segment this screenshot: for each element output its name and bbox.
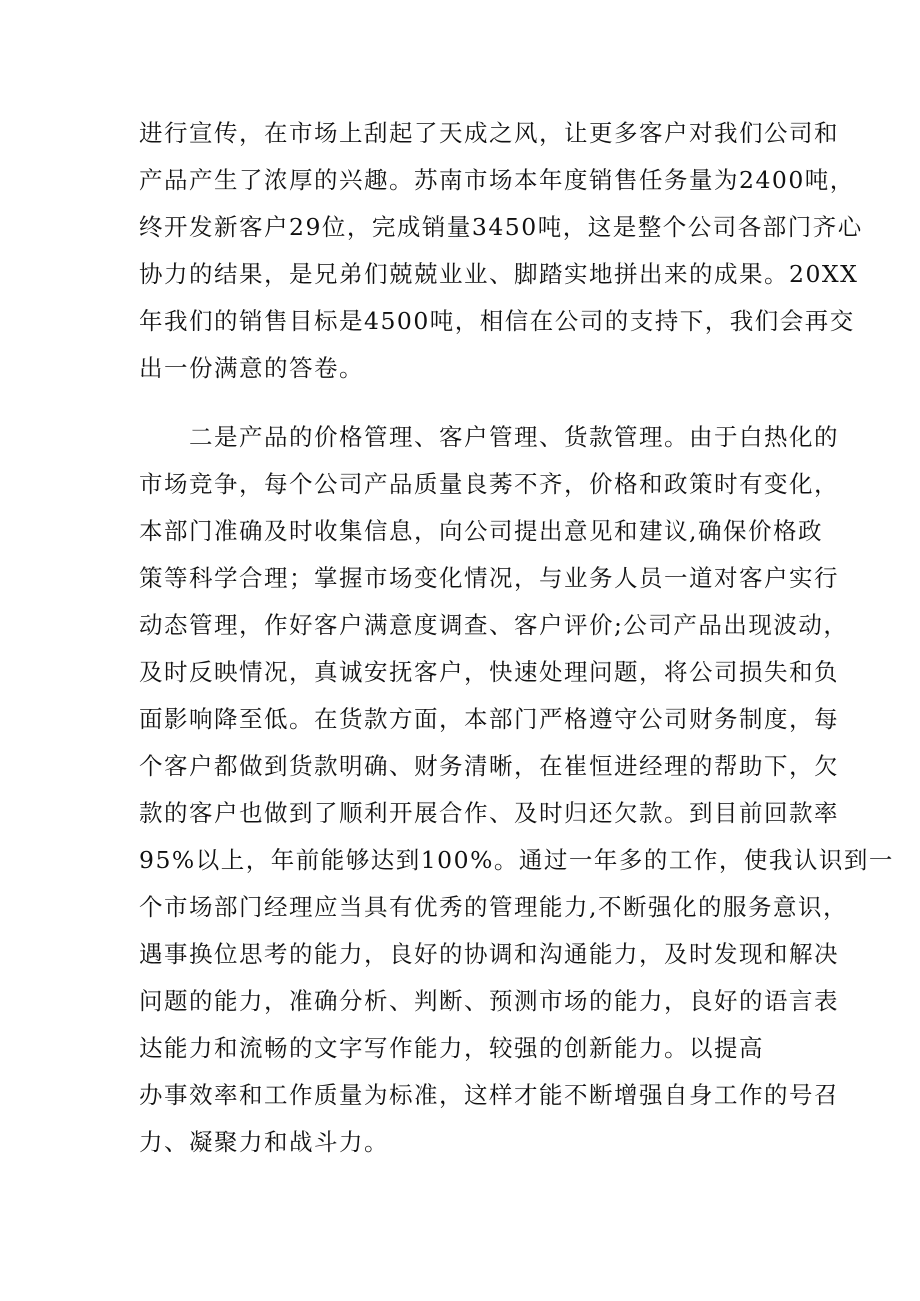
text-line: 达能力和流畅的文字写作能力，较强的创新能力。以提高 [139, 1034, 764, 1062]
text-line: 产品产生了浓厚的兴趣。苏南市场本年度销售任务量为2400吨， [139, 166, 855, 194]
text-line: 本部门准确及时收集信息，向公司提出意见和建议,确保价格政 [139, 517, 823, 545]
text-line: 终开发新客户29位，完成销量3450吨，这是整个公司各部门齐心 [139, 213, 863, 241]
text-line: 款的客户也做到了顺利开展合作、及时归还欠款。到目前回款率 [139, 799, 839, 827]
text-line: 进行宣传，在市场上刮起了天成之风，让更多客户对我们公司和 [139, 119, 839, 147]
text-line: 出一份满意的答卷。 [139, 354, 364, 382]
text-line: 年我们的销售目标是4500吨，相信在公司的支持下，我们会再交 [139, 307, 855, 335]
text-line: 个客户都做到货款明确、财务清晰，在崔恒进经理的帮助下，欠 [139, 752, 839, 780]
text-line: 办事效率和工作质量为标准，这样才能不断增强自身工作的号召 [139, 1081, 839, 1109]
text-line: 及时反映情况，真诚安抚客户，快速处理问题，将公司损失和负 [139, 658, 839, 686]
text-line: 市场竞争，每个公司产品质量良莠不齐，价格和政策时有变化， [139, 470, 839, 498]
paragraph-management [139, 414, 894, 1166]
paragraph-sales-results [139, 110, 863, 392]
text-line: 协力的结果，是兄弟们兢兢业业、脚踏实地拼出来的成果。20XX [139, 260, 859, 288]
text-line: 遇事换位思考的能力，良好的协调和沟通能力，及时发现和解决 [139, 940, 839, 968]
text-line: 策等科学合理；掌握市场变化情况，与业务人员一道对客户实行 [139, 564, 839, 592]
text-line: 面影响降至低。在货款方面，本部门严格遵守公司财务制度，每 [139, 705, 839, 733]
text-line: 动态管理，作好客户满意度调查、客户评价;公司产品出现波动， [139, 611, 849, 639]
text-line: 力、凝聚力和战斗力。 [139, 1128, 389, 1156]
text-line: 问题的能力，准确分析、判断、预测市场的能力，良好的语言表 [139, 987, 839, 1015]
text-line: 二是产品的价格管理、客户管理、货款管理。由于白热化的 [139, 423, 839, 451]
text-line: 95%以上，年前能够达到100%。通过一年多的工作，使我认识到一 [139, 846, 894, 874]
text-line: 个市场部门经理应当具有优秀的管理能力,不断强化的服务意识， [139, 893, 848, 921]
